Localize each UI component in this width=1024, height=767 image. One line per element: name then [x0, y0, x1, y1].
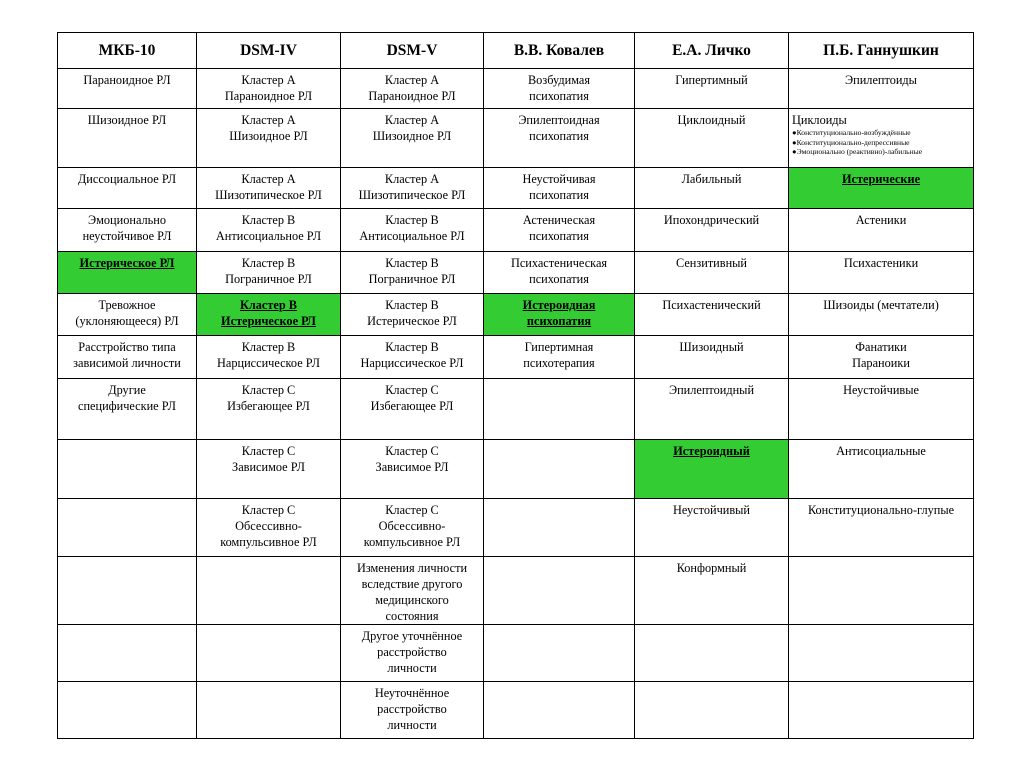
table-row: [58, 69, 974, 109]
cell-text-line: вследствие другого: [361, 577, 463, 591]
cell-icd10: [58, 209, 197, 252]
cell-text-line: Параноидное РЛ: [224, 89, 313, 103]
cell-text-line: Шизоидное РЛ: [229, 129, 308, 143]
cell-text-line: психопатия: [529, 188, 589, 202]
cell-text-line: Сензитивный: [675, 256, 747, 270]
cell-dsm5: [341, 336, 484, 379]
cell-icd10: [58, 109, 197, 168]
table-row: [58, 252, 974, 294]
cell-kovalev: [484, 252, 635, 294]
cell-icd10: [58, 336, 197, 379]
cell-text-line: Кластер С: [385, 503, 439, 517]
cell-text-line: Кластер В: [241, 340, 296, 354]
cell-text-line: Кластер В: [241, 213, 296, 227]
cell-dsm4: [197, 379, 341, 440]
cell-text-line: состояния: [385, 609, 439, 623]
list-title: Циклоиды: [792, 113, 847, 127]
cell-text-line: Тревожное: [98, 298, 156, 312]
cell-text-line: Психастеники: [843, 256, 919, 270]
cell-text-line: медицинского: [375, 593, 449, 607]
cell-text-line: Кластер В: [241, 256, 296, 270]
cell-dsm4: [197, 499, 341, 557]
cell-text-line: Кластер А: [384, 73, 440, 87]
cell-gannushkin: [789, 209, 974, 252]
cell-text-line: Шизоиды (мечтатели): [823, 298, 939, 312]
cell-text-line: личности: [387, 718, 437, 732]
cell-text-line: Кластер С: [241, 503, 296, 517]
cell-dsm5: [341, 682, 484, 739]
cell-text-line: личности: [387, 661, 437, 675]
cell-lichko: [635, 379, 789, 440]
cell-text-line: Обсессивно-: [235, 519, 302, 533]
cell-gannushkin: [789, 336, 974, 379]
cell-dsm4: [197, 168, 341, 209]
cell-text-line: Конформный: [676, 561, 747, 575]
cell-text-line: Шизоидное РЛ: [372, 129, 452, 143]
cell-text-line: Другое уточнённое: [361, 629, 463, 643]
cell-text-line: неустойчивое РЛ: [82, 229, 172, 243]
cell-gannushkin: [789, 69, 974, 109]
cell-lichko: [635, 209, 789, 252]
cell-text-line: (уклоняющееся) РЛ: [75, 314, 179, 328]
cell-text-line: специфические РЛ: [78, 399, 176, 413]
cell-text-line: Зависимое РЛ: [232, 460, 305, 474]
table-row: [58, 109, 974, 168]
cell-text-line: Шизоидный: [679, 340, 744, 354]
cell-text-line: Истероидный: [673, 444, 750, 458]
cell-text-line: Нарциссическое РЛ: [217, 356, 320, 370]
cell-text-line: зависимой личности: [73, 356, 181, 370]
cell-text-line: Обсессивно-: [378, 519, 446, 533]
column-header-dsm5: DSM-V: [341, 33, 484, 69]
cell-dsm5: [341, 168, 484, 209]
cell-icd10: [58, 499, 197, 557]
cell-text-line: Эмоционально: [88, 213, 166, 227]
cell-text-line: Кластер В: [385, 298, 439, 312]
cell-lichko: [635, 625, 789, 682]
cell-kovalev: [484, 625, 635, 682]
cell-kovalev: [484, 69, 635, 109]
cell-text-line: Истерическое РЛ: [367, 314, 457, 328]
cell-dsm5: [341, 69, 484, 109]
cell-text-line: Циклоидный: [677, 113, 746, 127]
cell-icd10: [58, 69, 197, 109]
table-row: [58, 625, 974, 682]
list-item: ●Конституционально-депрессивные: [792, 137, 910, 147]
cell-text-line: Неустойчивая: [522, 172, 596, 186]
cell-kovalev: [484, 209, 635, 252]
cell-text-line: Параноидное РЛ: [368, 89, 456, 103]
cell-text-line: Кластер В: [239, 298, 298, 312]
cell-text-line: Истерическое РЛ: [221, 314, 316, 328]
header-row: [58, 33, 974, 69]
cell-text-line: Истерическое РЛ: [79, 256, 175, 270]
table-row: [58, 168, 974, 209]
cell-text-line: Кластер С: [385, 444, 439, 458]
cell-text-line: Возбудимая: [527, 73, 591, 87]
cell-dsm4: [197, 336, 341, 379]
cell-lichko: [635, 69, 789, 109]
cell-gannushkin: [789, 440, 974, 499]
cell-text-line: Кластер В: [385, 213, 439, 227]
cell-gannushkin: [789, 682, 974, 739]
cell-dsm4: [197, 294, 341, 336]
cell-kovalev: [484, 379, 635, 440]
cell-text-line: психопатия: [526, 314, 592, 328]
table-row: [58, 682, 974, 739]
cell-dsm4: [197, 625, 341, 682]
cell-kovalev: [484, 294, 635, 336]
cell-gannushkin: [789, 625, 974, 682]
cell-icd10: [58, 625, 197, 682]
cell-text-line: Кластер С: [385, 383, 439, 397]
cell-icd10: [58, 682, 197, 739]
cell-icd10: [58, 252, 197, 294]
cell-text-line: психопатия: [529, 272, 589, 286]
cell-text-line: Шизотипическое РЛ: [358, 188, 466, 202]
cell-dsm4: [197, 440, 341, 499]
cell-text-line: Эпилептоиды: [845, 73, 917, 87]
cell-dsm4: [197, 557, 341, 625]
cell-text-line: Гипертимная: [524, 340, 594, 354]
cell-dsm5: [341, 109, 484, 168]
cell-text-line: Кластер А: [241, 113, 296, 127]
cell-dsm4: [197, 109, 341, 168]
cell-text-line: Антисоциальное РЛ: [359, 229, 465, 243]
cell-text-line: Неуточнённое: [374, 686, 450, 700]
list-item: ●Эмоционально (реактивно)-лабильные: [792, 147, 923, 156]
cell-icd10: [58, 294, 197, 336]
classification-table: [57, 32, 974, 739]
cell-text-line: Диссоциальное РЛ: [77, 172, 177, 186]
list-item: ●Конституционально-возбуждённые: [792, 128, 911, 137]
cell-text-line: Параноики: [852, 356, 910, 370]
cell-text-line: Эпилептоидный: [668, 383, 755, 397]
table-row: [58, 294, 974, 336]
cell-icd10: [58, 557, 197, 625]
cell-dsm4: [197, 69, 341, 109]
table-row: [58, 209, 974, 252]
cell-text-line: Неустойчивые: [843, 383, 919, 397]
column-header-lichko: Е.А. Личко: [635, 33, 789, 69]
cell-lichko: [635, 252, 789, 294]
cell-text-line: психопатия: [529, 229, 589, 243]
cell-text-line: Нарциссическое РЛ: [360, 356, 464, 370]
cell-kovalev: [484, 109, 635, 168]
cell-text-line: Астеники: [855, 213, 907, 227]
cell-dsm4: [197, 682, 341, 739]
cell-kovalev: [484, 682, 635, 739]
table-row: [58, 379, 974, 440]
cell-text-line: Истерические: [841, 172, 921, 186]
cell-text-line: Пограничное РЛ: [368, 272, 456, 286]
table-row: [58, 557, 974, 625]
cell-dsm5: [341, 440, 484, 499]
cell-lichko: [635, 557, 789, 625]
cell-text-line: Избегающее РЛ: [227, 399, 310, 413]
cell-text-line: Гипертимный: [675, 73, 748, 87]
cell-kovalev: [484, 557, 635, 625]
cell-text-line: Кластер А: [241, 73, 296, 87]
cell-dsm4: [197, 252, 341, 294]
table-body: [58, 69, 974, 739]
cell-dsm5: [341, 557, 484, 625]
cycloid-subtypes-list: [792, 112, 970, 157]
cell-dsm5: [341, 379, 484, 440]
cell-text-line: Кластер В: [385, 256, 439, 270]
cell-text-line: Психастеническая: [510, 256, 608, 270]
cell-gannushkin: [789, 499, 974, 557]
cell-text-line: Кластер В: [385, 340, 439, 354]
cell-text-line: психопатия: [529, 89, 589, 103]
cell-dsm5: [341, 252, 484, 294]
cell-text-line: расстройство: [377, 645, 447, 659]
cell-gannushkin: [789, 557, 974, 625]
cell-lichko: [635, 168, 789, 209]
cell-icd10: [58, 168, 197, 209]
cell-icd10: [58, 440, 197, 499]
cell-text-line: Антисоциальное РЛ: [215, 229, 322, 243]
cell-text-line: Кластер А: [384, 172, 440, 186]
cell-text-line: Шизоидное РЛ: [87, 113, 167, 127]
cell-text-line: Истероидная: [522, 298, 596, 312]
cell-text-line: психопатия: [529, 129, 589, 143]
cell-kovalev: [484, 499, 635, 557]
cell-lichko: [635, 682, 789, 739]
cell-gannushkin: [789, 109, 974, 168]
cell-kovalev: [484, 168, 635, 209]
cell-lichko: [635, 336, 789, 379]
cell-text-line: Изменения личности: [356, 561, 468, 575]
cell-text-line: Шизотипическое РЛ: [215, 188, 322, 202]
cell-lichko: [635, 109, 789, 168]
cell-text-line: Пограничное РЛ: [225, 272, 312, 286]
cell-text-line: Конституционально-глупые: [807, 503, 955, 517]
cell-text-line: Избегающее РЛ: [370, 399, 454, 413]
cell-icd10: [58, 379, 197, 440]
cell-lichko: [635, 440, 789, 499]
cell-dsm5: [341, 294, 484, 336]
cell-text-line: Астеническая: [522, 213, 596, 227]
cell-gannushkin: [789, 252, 974, 294]
column-header-icd10: МКБ-10: [58, 33, 197, 69]
cell-text-line: Кластер А: [241, 172, 296, 186]
cell-dsm5: [341, 499, 484, 557]
cell-dsm5: [341, 625, 484, 682]
cell-text-line: Зависимое РЛ: [375, 460, 449, 474]
cell-text-line: психотерапия: [523, 356, 595, 370]
cell-text-line: Другие: [108, 383, 146, 397]
cell-text-line: расстройство: [377, 702, 447, 716]
cell-kovalev: [484, 336, 635, 379]
cell-text-line: Кластер С: [241, 383, 296, 397]
column-header-gannushkin: П.Б. Ганнушкин: [789, 33, 974, 69]
cell-text-line: Антисоциальные: [836, 444, 926, 458]
column-header-kovalev: В.В. Ковалев: [484, 33, 635, 69]
cell-text-line: компульсивное РЛ: [363, 535, 461, 549]
cell-dsm5: [341, 209, 484, 252]
cell-lichko: [635, 294, 789, 336]
cell-kovalev: [484, 440, 635, 499]
table-row: [58, 440, 974, 499]
cell-text-line: Расстройство типа: [78, 340, 176, 354]
cell-dsm4: [197, 209, 341, 252]
cell-text-line: Неустойчивый: [673, 503, 750, 517]
table-row: [58, 336, 974, 379]
cell-text-line: компульсивное РЛ: [220, 535, 317, 549]
cell-text-line: Психастенический: [662, 298, 761, 312]
cell-text-line: Ипохондрический: [663, 213, 760, 227]
cell-gannushkin: [789, 379, 974, 440]
cell-text-line: Фанатики: [855, 340, 907, 354]
cell-text-line: Параноидное РЛ: [83, 73, 171, 87]
cell-text-line: Кластер А: [384, 113, 440, 127]
cell-text-line: Кластер С: [241, 444, 296, 458]
cell-gannushkin: [789, 294, 974, 336]
cell-text-line: Лабильный: [681, 172, 742, 186]
cell-text-line: Эпилептоидная: [518, 113, 600, 127]
cell-lichko: [635, 499, 789, 557]
table-row: [58, 499, 974, 557]
column-header-dsm4: DSM-IV: [197, 33, 341, 69]
cell-gannushkin: [789, 168, 974, 209]
